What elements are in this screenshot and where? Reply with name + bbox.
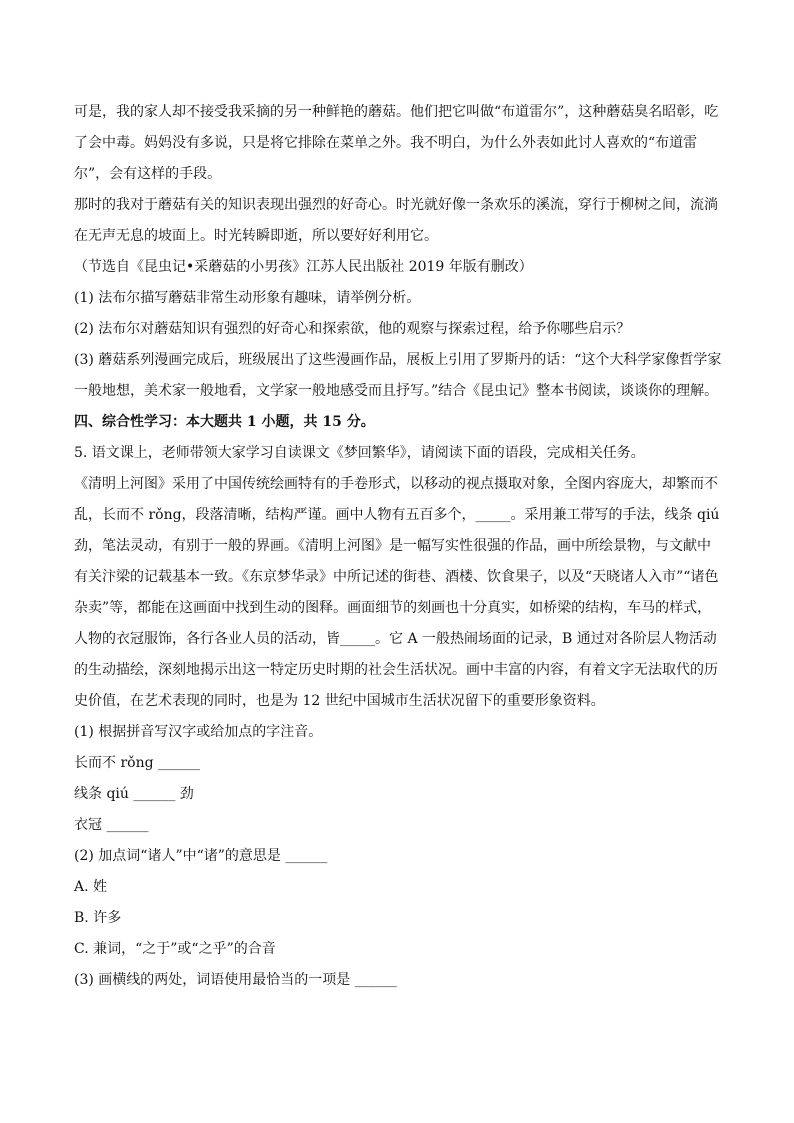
sub-question-3: (3) 画横线的两处，词语使用最恰当的一项是 ______ [74,972,397,988]
question-3-2: (2) 法布尔对蘑菇知识有强烈的好奇心和探索欲，他的观察与探索过程，给予你哪些启示？ [74,321,631,337]
sub-question-1-item-c: 衣冠 ______ [74,817,149,833]
question-3-3: (3) 蘑菇系列漫画完成后，班级展出了这些漫画作品，展板上引用了罗斯丹的话：“这个大科学家像哲学家一般地想，美术家一般地看，文学家一般地感受而且抒写。”结合《昆虫记》整本书阅读，谈谈你的理解。 [74,352,722,399]
passage-source: （节选自《昆虫记•采蘑菇的小男孩》江苏人民出版社 2019 年版有删改） [74,259,533,275]
sub-question-2: (2) 加点词“诸人”中“诸”的意思是 ______ [74,848,328,864]
option-b: B. 许多 [74,910,122,926]
passage-paragraph-1: 可是，我的家人却不接受我采摘的另一种鲜艳的蘑菇。他们把它叫做“布道雷尔”，这种蘑菇臭名昭彰，吃了会中毒。妈妈没有多说，只是将它排除在菜单之外。我不明白，为什么外表如此讨人喜欢的“布道雷尔”，会有这样的手段。 [74,104,719,182]
section-4-heading: 四、综合性学习：本大题共 1 小题，共 15 分。 [74,414,375,430]
question-5-intro: 5. 语文课上，老师带领大家学习自读课文《梦回繁华》，请阅读下面的语段，完成相关任务。 [74,445,645,461]
option-a: A. 姓 [74,879,108,895]
question-3-1: (1) 法布尔描写蘑菇非常生动形象有趣味，请举例分析。 [74,290,421,306]
sub-question-1-item-b: 线条 qiú ______ 劲 [74,786,194,802]
question-5-passage: 《清明上河图》采用了中国传统绘画特有的手卷形式，以移动的视点摄取对象，全图内容庞大，却繁而不乱，长而不 rǒng，段落清晰，结构严谨。画中人物有五百多个，_____。采用兼工带写的手法，线条 qiú 劲，笔法灵动，有别于一般的界画。《清明上河图》是一幅写实性很强的作品，画中所绘景物，与文献中有关汴梁的记载基本一致。《东京梦华录》中所记述的街巷、酒楼、饮食果子，以及“天晓诸人入市”“诸色杂卖”等，都能在这画面中找到生动的图释。画面细节的刻画也十分真实，如桥梁的结构，车马的样式，人物的衣冠服饰，各行各业人员的活动，皆_____。它 A 一般热闹场面的记录，B 通过对各阶层人物活动的生动描绘，深刻地揭示出这一特定历史时期的社会生活状况。画中丰富的内容，有着文字无法取代的历史价值，在艺术表现的同时，也是为 12 世纪中国城市生活状况留下的重要形象资料。 [74,476,720,709]
sub-question-1-item-a: 长而不 rǒng ______ [74,755,200,771]
option-c: C. 兼词，“之于”或“之乎”的合音 [74,941,276,957]
sub-question-1: (1) 根据拼音写汉字或给加点的字注音。 [74,724,323,740]
document-content [74,97,722,996]
passage-paragraph-2: 那时的我对于蘑菇有关的知识表现出强烈的好奇心。时光就好像一条欢乐的溪流，穿行于柳树之间，流淌在无声无息的坡面上。时光转瞬即逝，所以要好好利用它。 [74,197,718,244]
